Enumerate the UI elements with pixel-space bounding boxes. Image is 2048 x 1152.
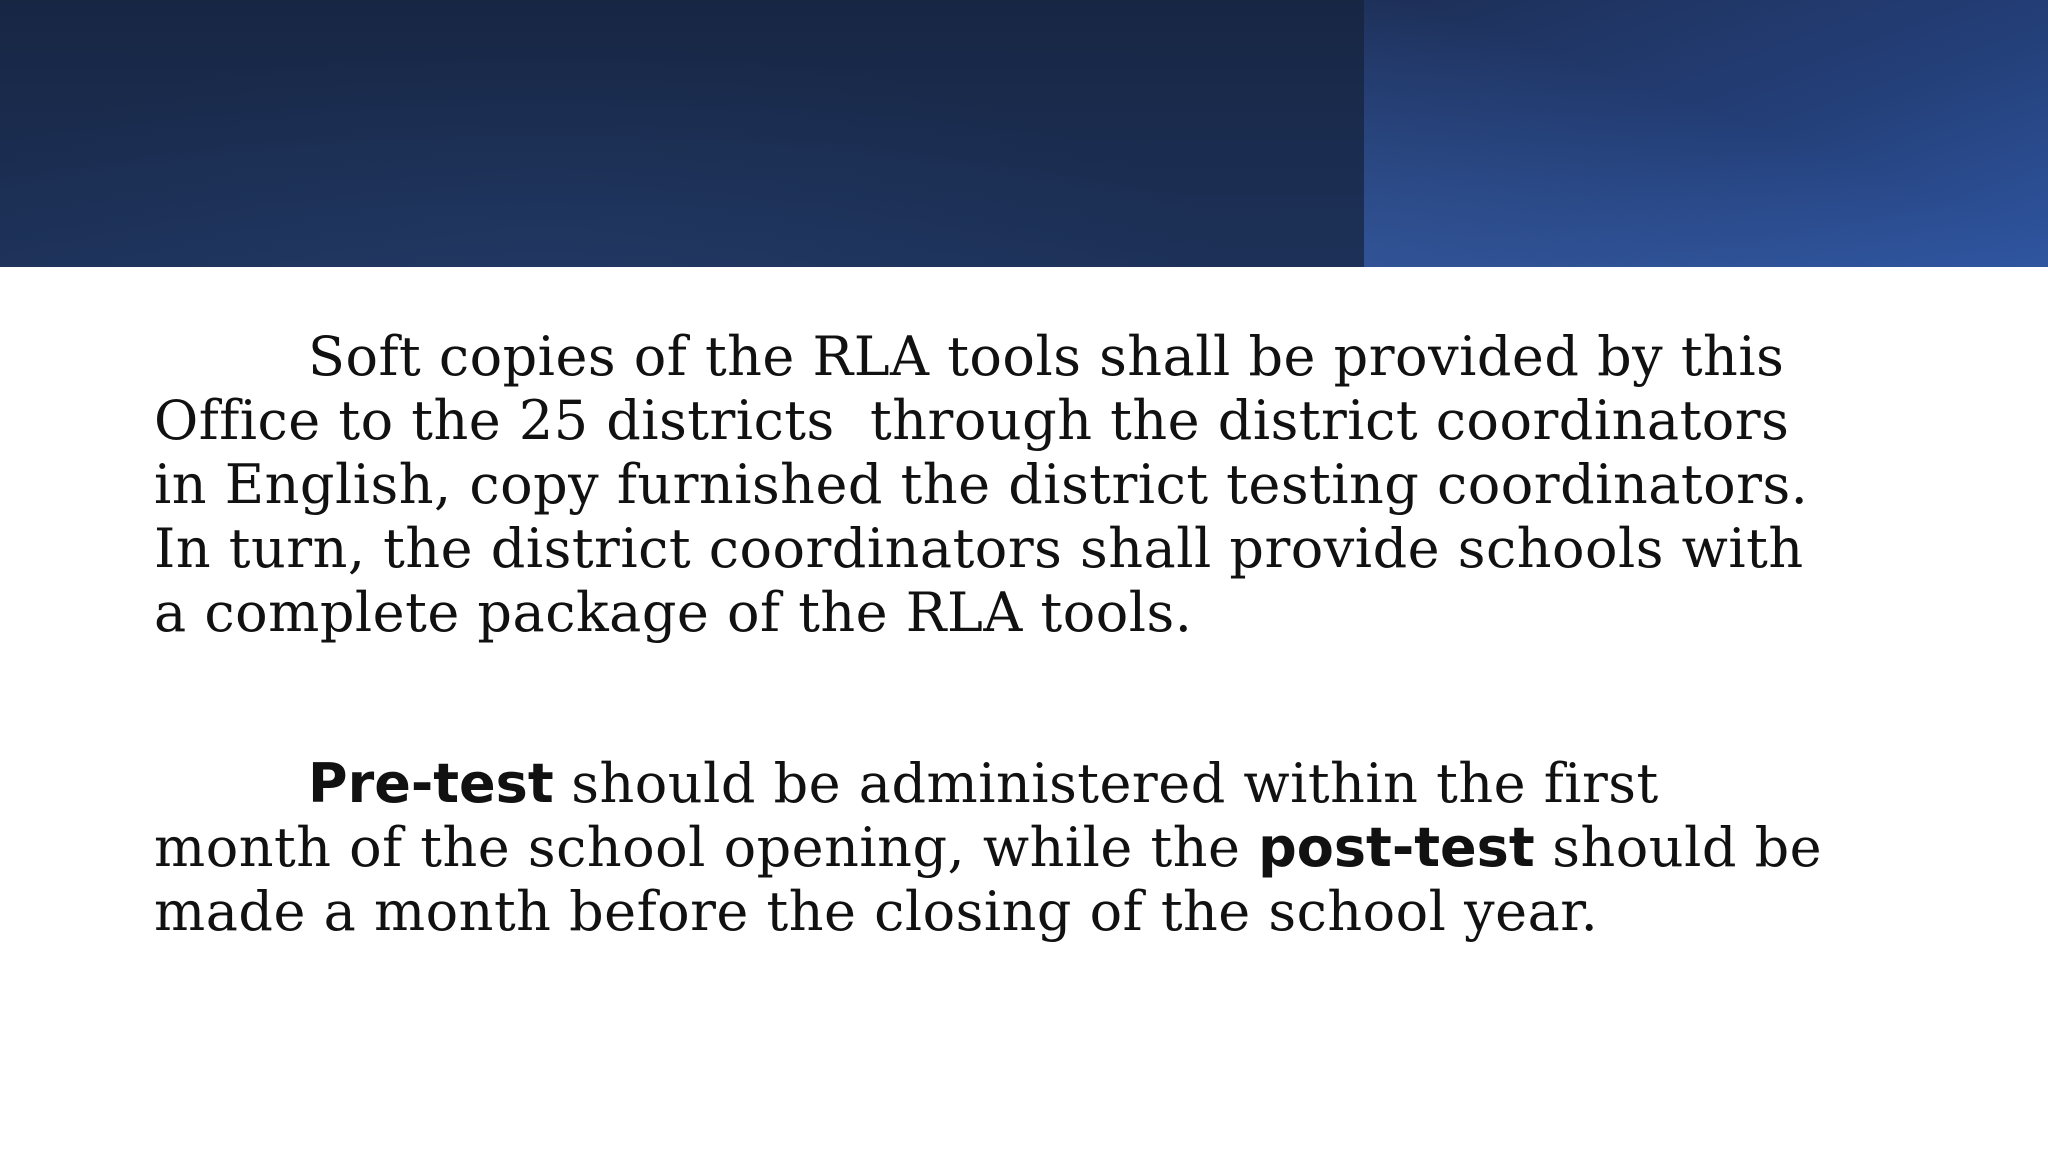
slide-body (154, 325, 1914, 944)
header-banner (0, 0, 2048, 267)
paragraph-text: month of the school opening, while the (154, 816, 1259, 879)
header-banner-left-panel (0, 0, 1364, 267)
paragraph-test-schedule (154, 752, 1914, 944)
paragraph-line: made a month before the closing of the school year. (154, 880, 1599, 943)
paragraph-line: in English, copy furnished the district testing coordinators. (154, 453, 1809, 516)
header-banner-right-panel (1364, 0, 2048, 267)
pre-test-term: Pre-test (308, 752, 554, 815)
paragraph-line: In turn, the district coordinators shall provide schools with (154, 517, 1804, 580)
paragraph-rla-tools (154, 325, 1914, 645)
paragraph-line: a complete package of the RLA tools. (154, 581, 1193, 644)
paragraph-line (154, 816, 1914, 880)
paragraph-line (154, 752, 1914, 816)
paragraph-line: Office to the 25 districts through the district coordinators (154, 389, 1790, 452)
paragraph-text: should be (1534, 816, 1823, 879)
paragraph-line: Soft copies of the RLA tools shall be provided by this (308, 325, 1785, 388)
post-test-term: post-test (1258, 816, 1535, 879)
paragraph-text: should be administered within the first (553, 752, 1659, 815)
